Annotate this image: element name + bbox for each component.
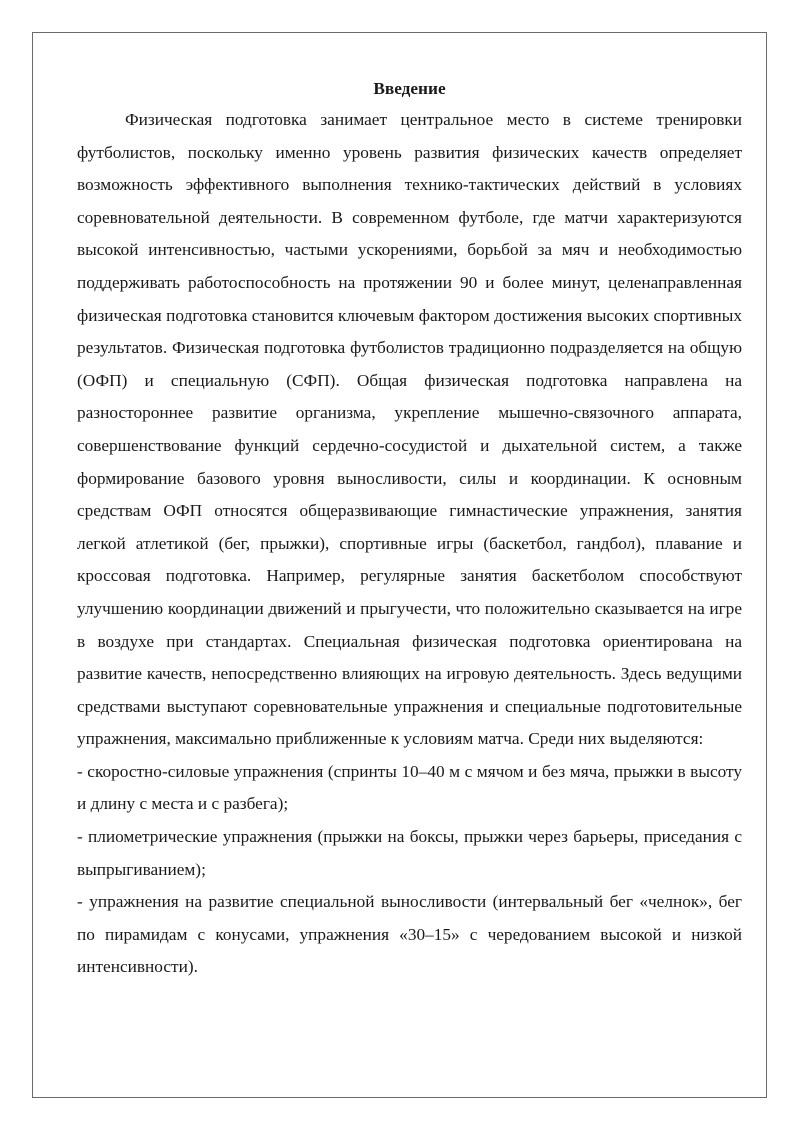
document-body bbox=[77, 74, 742, 984]
section-heading: Введение bbox=[373, 79, 446, 98]
list-item-endurance: - упражнения на развитие специальной выносливости (интервальный бег «челнок», бег по пирамидам с конусами, упражнения «30–15» с чередованием высокой и низкой интенсивности). bbox=[77, 892, 742, 977]
list-item-plyometrics: - плиометрические упражнения (прыжки на боксы, прыжки через барьеры, приседания с выпрыгиванием); bbox=[77, 827, 742, 879]
intro-paragraph: Физическая подготовка занимает центральное место в системе тренировки футболистов, поскольку именно уровень развития физических качеств определяет возможность эффективного выполнения технико-тактических действий в условиях соревновательной деятельности. В современном футболе, где матчи характеризуются высокой интенсивностью, частыми ускорениями, борьбой за мяч и необходимостью поддерживать работоспособность на протяжении 90 и более минут, целенаправленная физическая подготовка становится ключевым фактором достижения высоких спортивных результатов. Физическая подготовка футболистов традиционно подразделяется на общую (ОФП) и специальную (СФП). Общая физическая подготовка направлена на разностороннее развитие организма, укрепление мышечно-связочного аппарата, совершенствование функций сердечно-сосудистой и дыхательной систем, а также формирование базового уровня выносливости, силы и координации. К основным средствам ОФП относятся общеразвивающие гимнастические упражнения, занятия легкой атлетикой (бег, прыжки), спортивные игры (баскетбол, гандбол), плавание и кроссовая подготовка. Например, регулярные занятия баскетболом способствуют улучшению координации движений и прыгучести, что положительно сказывается на игре в воздухе при стандартах. Специальная физическая подготовка ориентирована на развитие качеств, непосредственно влияющих на игровую деятельность. Здесь ведущими средствами выступают соревновательные упражнения и специальные подготовительные упражнения, максимально приближенные к условиям матча. Среди них выделяются: bbox=[77, 110, 742, 749]
list-item-speed-strength: - скоростно-силовые упражнения (спринты 10–40 м с мячом и без мяча, прыжки в высоту и длину с места и с разбега); bbox=[77, 761, 742, 814]
